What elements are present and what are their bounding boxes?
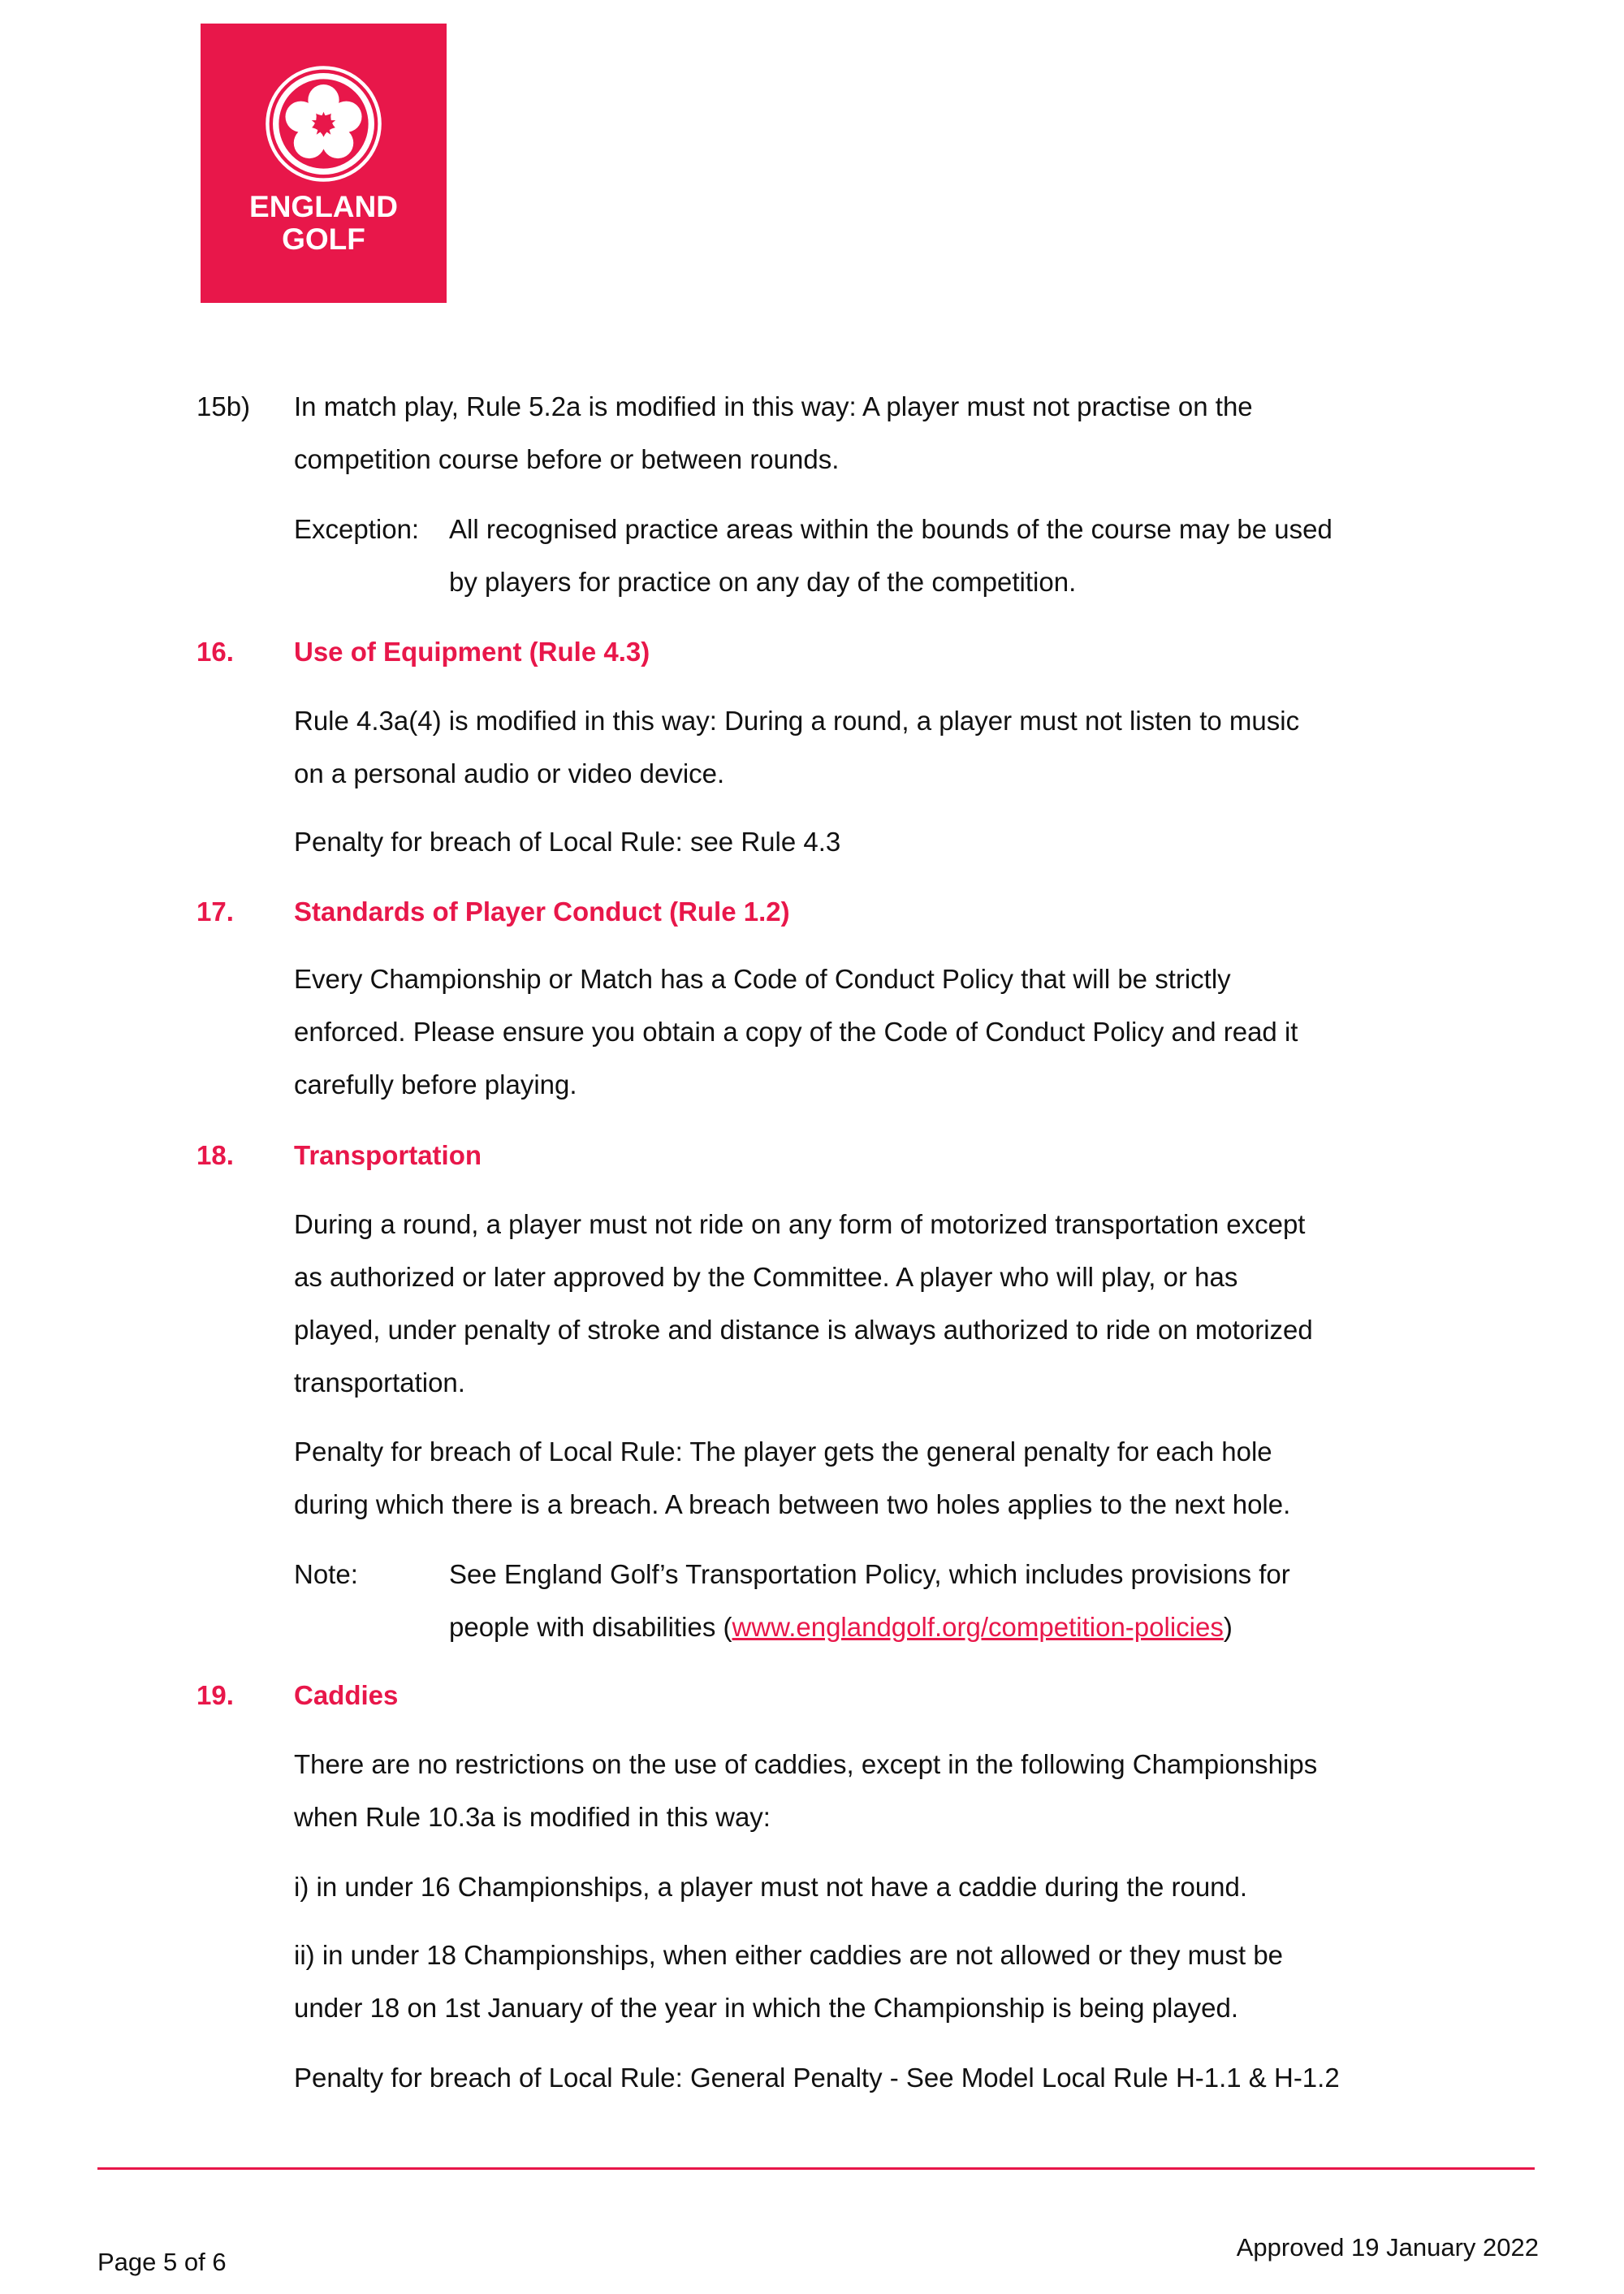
text-line: Rule 4.3a(4) is modified in this way: During a round, a player must not listen to music [294,706,1300,736]
exception-text [449,503,1332,608]
text-line: During a round, a player must not ride on any form of motorized transportation except [294,1209,1306,1239]
note-text [449,1548,1290,1653]
text-fragment: people with disabilities ( [449,1612,732,1642]
text-line [449,1601,1290,1653]
text-line: carefully before playing. [294,1069,577,1099]
note-label: Note: [294,1559,358,1589]
section-number: 15b) [197,391,251,421]
logo-text-line1: ENGLAND [249,190,398,223]
text-fragment: ) [1223,1612,1233,1642]
page-number: Page 5 of 6 [97,2248,227,2276]
section-number: 19. [197,1680,234,1710]
penalty-text [294,1425,1290,1531]
section-heading: Transportation [294,1140,482,1170]
section-heading: Caddies [294,1680,399,1710]
approval-date: Approved 19 January 2022 [1236,2233,1539,2262]
penalty-text: Penalty for breach of Local Rule: see Rule 4.3 [294,827,841,857]
text-line: transportation. [294,1367,465,1398]
text-line: enforced. Please ensure you obtain a copy of the Code of Conduct Policy and read it [294,1017,1298,1047]
text-line: See England Golf’s Transportation Policy, which includes provisions for [449,1559,1290,1589]
exception-label: Exception: [294,514,420,544]
paragraph [294,953,1298,1111]
section-number: 17. [197,896,234,927]
section-number: 18. [197,1140,234,1170]
text-line: when Rule 10.3a is modified in this way: [294,1802,771,1832]
section-heading: Standards of Player Conduct (Rule 1.2) [294,896,790,927]
text-line: ii) in under 18 Championships, when either caddies are not allowed or they must be [294,1940,1284,1970]
rose-emblem-icon [264,64,383,184]
text-line: competition course before or between rounds. [294,444,840,474]
text-line: under 18 on 1st January of the year in which the Championship is being played. [294,1993,1239,2023]
text-line: by players for practice on any day of the competition. [449,567,1077,597]
paragraph [294,380,1253,486]
text-line: as authorized or later approved by the Committee. A player who will play, or has [294,1262,1238,1292]
footer-divider [97,2167,1535,2170]
logo-text-line2: GOLF [282,222,365,256]
paragraph [294,1198,1313,1409]
paragraph [294,1738,1317,1843]
text-line: In match play, Rule 5.2a is modified in this way: A player must not practise on the [294,391,1253,421]
text-line: played, under penalty of stroke and distance is always authorized to ride on motorized [294,1315,1313,1345]
text-line: during which there is a breach. A breach between two holes applies to the next hole. [294,1489,1291,1519]
england-golf-logo [201,24,447,303]
section-number: 16. [197,637,234,667]
penalty-text: Penalty for breach of Local Rule: General Penalty - See Model Local Rule H-1.1 & H-1.2 [294,2063,1340,2093]
text-line: Every Championship or Match has a Code of Conduct Policy that will be strictly [294,964,1231,994]
paragraph [294,694,1299,800]
list-item [294,1929,1283,2034]
competition-policies-link[interactable]: www.englandgolf.org/competition-policies [732,1612,1224,1642]
text-line: on a personal audio or video device. [294,758,725,788]
text-line: All recognised practice areas within the bounds of the course may be used [449,514,1332,544]
section-heading: Use of Equipment (Rule 4.3) [294,637,650,667]
list-item: i) in under 16 Championships, a player must not have a caddie during the round. [294,1872,1248,1902]
text-line: There are no restrictions on the use of caddies, except in the following Championships [294,1749,1318,1779]
text-line: Penalty for breach of Local Rule: The player gets the general penalty for each hole [294,1436,1272,1467]
